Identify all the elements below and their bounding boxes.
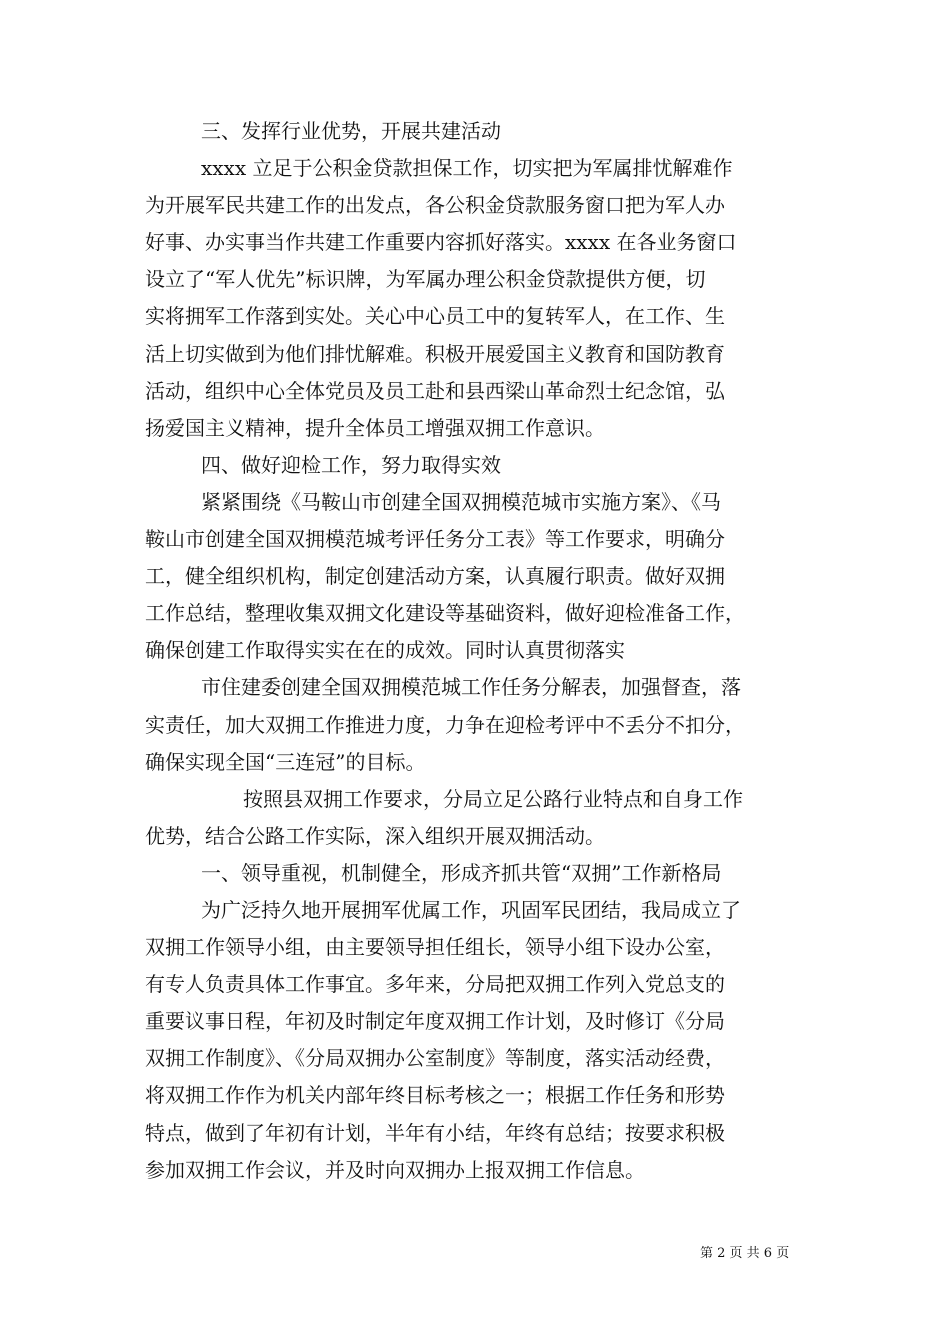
- text-line: 鞍山市创建全国双拥模范城考评任务分工表》等工作要求，明确分: [145, 527, 725, 552]
- text-line: 一、领导重视，机制健全，形成齐抓共管“双拥”工作新格局: [201, 860, 722, 885]
- text-line: 优势，结合公路工作实际，深入组织开展双拥活动。: [145, 823, 605, 848]
- text-line: 双拥工作领导小组，由主要领导担任组长，领导小组下设办公室，: [145, 935, 725, 960]
- text-line: 按照县双拥工作要求，分局立足公路行业特点和自身工作: [243, 786, 743, 811]
- text-line: 设立了“军人优先”标识牌，为军属办理公积金贷款提供方便，切: [145, 267, 706, 292]
- text-line: 市住建委创建全国双拥模范城工作任务分解表，加强督查，落: [201, 675, 741, 700]
- text-line: 为开展军民共建工作的出发点，各公积金贷款服务窗口把为军人办: [145, 193, 725, 218]
- document-body: [145, 113, 815, 1189]
- text-line: 四、做好迎检工作，努力取得实效: [201, 452, 501, 477]
- text-line: 为广泛持久地开展拥军优属工作，巩固军民团结，我局成立了: [201, 897, 741, 922]
- text-line: 活上切实做到为他们排忧解难。积极开展爱国主义教育和国防教育: [145, 341, 725, 366]
- text-line: 三、发挥行业优势，开展共建活动: [201, 119, 501, 143]
- text-line: 确保实现全国“三连冠”的目标。: [145, 749, 426, 774]
- text-line: 扬爱国主义精神，提升全体员工增强双拥工作意识。: [145, 415, 605, 440]
- text-line: 工，健全组织机构，制定创建活动方案，认真履行职责。做好双拥: [145, 564, 725, 589]
- text-line: 特点，做到了年初有计划，半年有小结，年终有总结；按要求积极: [145, 1120, 725, 1145]
- text-line: 紧紧围绕《马鞍山市创建全国双拥模范城市实施方案》、《马: [201, 489, 721, 514]
- text-line: 实责任，加大双拥工作推进力度，力争在迎检考评中不丢分不扣分，: [145, 712, 745, 737]
- text-line: 参加双拥工作会议，并及时向双拥办上报双拥工作信息。: [145, 1157, 645, 1182]
- text-line: 工作总结，整理收集双拥文化建设等基础资料，做好迎检准备工作，: [145, 601, 745, 626]
- text-line: 将双拥工作作为机关内部年终目标考核之一；根据工作任务和形势: [145, 1083, 725, 1108]
- text-line: 重要议事日程，年初及时制定年度双拥工作计划，及时修订《分局: [145, 1009, 725, 1034]
- text-line: 双拥工作制度》、《分局双拥办公室制度》等制度，落实活动经费，: [145, 1046, 725, 1071]
- text-line: 实将拥军工作落到实处。关心中心员工中的复转军人，在工作、生: [145, 304, 725, 329]
- page-number: 第 2 页 共 6 页: [700, 1246, 790, 1261]
- text-line: 确保创建工作取得实实在在的成效。同时认真贯彻落实: [145, 638, 625, 663]
- text-line: 好事、办实事当作共建工作重要内容抓好落实。xxxx 在各业务窗口: [145, 230, 737, 255]
- text-line: 有专人负责具体工作事宜。多年来，分局把双拥工作列入党总支的: [145, 972, 725, 997]
- text-line: xxxx 立足于公积金贷款担保工作，切实把为军属排忧解难作: [201, 156, 733, 181]
- text-line: 活动，组织中心全体党员及员工赴和县西梁山革命烈士纪念馆，弘: [145, 378, 725, 403]
